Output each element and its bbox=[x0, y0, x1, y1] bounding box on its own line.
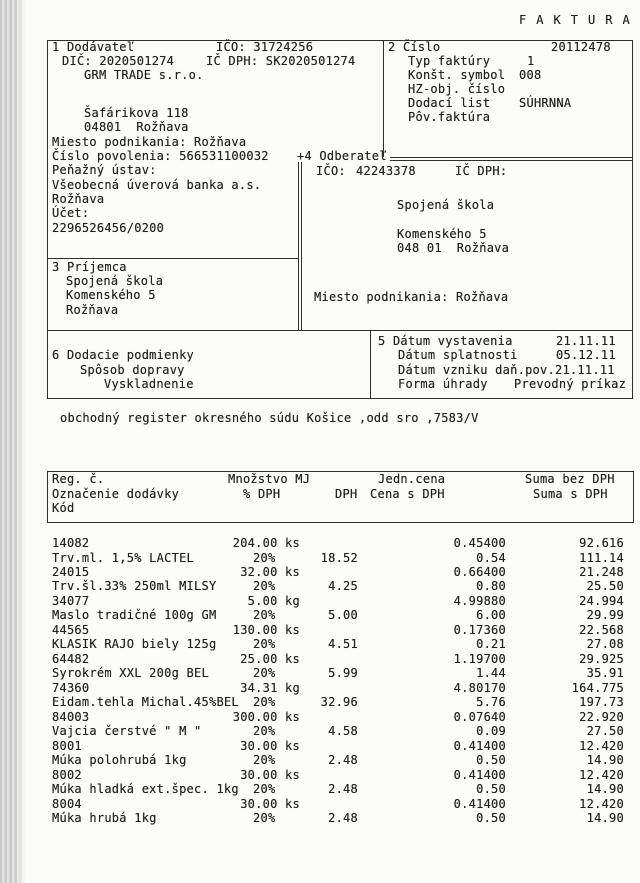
item-description: Vajcia čerstvé " M " bbox=[52, 724, 202, 739]
header-vat: DPH bbox=[335, 487, 358, 501]
item-total-incl-vat: 25.50 bbox=[586, 579, 624, 594]
invoice-type-label: Typ faktúry bbox=[408, 54, 491, 68]
invoice-heading: 2 Číslo bbox=[388, 40, 441, 54]
supplier-permit: Číslo povolenia: 566531100032 bbox=[52, 149, 269, 163]
item-vat-rate: 20% bbox=[253, 753, 276, 767]
item-total-incl-vat: 14.90 bbox=[586, 782, 624, 796]
item-total-excl-vat: 164.775 bbox=[571, 680, 624, 695]
customer-ico-label: IČO: bbox=[316, 164, 346, 178]
issue-date-label: 5 Dátum vystavenia bbox=[378, 334, 513, 348]
supplier-bank-label: Peňažný ústav: bbox=[52, 163, 157, 177]
supplier-invoice-divider bbox=[383, 40, 384, 157]
invoice-delivery-note-value: SÚHRNNA bbox=[519, 96, 572, 110]
item-reg-number: 8002 bbox=[52, 767, 82, 782]
item-vat-amount: 2.48 bbox=[328, 782, 358, 796]
item-unit-price: 0.41400 bbox=[453, 796, 506, 811]
item-vat-amount: 2.48 bbox=[328, 753, 358, 767]
item-vat-amount: 32.96 bbox=[320, 695, 358, 710]
tax-point-date: Dátum vzniku daň.pov.21.11.11 bbox=[398, 363, 615, 377]
customer-box-top-line-2 bbox=[390, 160, 633, 161]
item-price-incl-vat: 1.44 bbox=[476, 666, 506, 681]
header-unit-price: Jedn.cena bbox=[378, 472, 446, 486]
item-description: Maslo tradičné 100g GM bbox=[52, 608, 217, 623]
middle-divider bbox=[47, 330, 633, 331]
header-total-incl: Suma s DPH bbox=[533, 487, 608, 501]
item-reg-number: 8001 bbox=[52, 738, 82, 753]
due-date-value: 05.12.11 bbox=[556, 348, 616, 362]
item-total-incl-vat: 14.90 bbox=[586, 753, 624, 767]
item-unit-price: 0.41400 bbox=[453, 767, 506, 782]
item-quantity: 300.00 ks bbox=[232, 709, 300, 724]
item-reg-number: 14082 bbox=[52, 536, 90, 550]
customer-heading: +4 Odberateľ bbox=[297, 149, 387, 163]
item-vat-amount: 2.48 bbox=[328, 810, 358, 825]
supplier-street: Šafárikova 118 bbox=[84, 106, 189, 120]
item-total-incl-vat: 35.91 bbox=[586, 666, 624, 681]
item-price-incl-vat: 0.50 bbox=[476, 810, 506, 825]
customer-box-left-line bbox=[298, 162, 299, 330]
supplier-bank-name: Všeobecná úverová banka a.s. bbox=[52, 178, 262, 192]
delivery-dispatch: Vyskladnenie bbox=[104, 377, 194, 391]
item-reg-number: 84003 bbox=[52, 709, 90, 724]
item-vat-rate: 20% bbox=[253, 637, 276, 652]
recipient-heading: 3 Príjemca bbox=[52, 260, 127, 274]
item-total-excl-vat: 21.248 bbox=[579, 564, 624, 579]
customer-street: Komenského 5 bbox=[397, 227, 487, 241]
item-total-excl-vat: 29.925 bbox=[579, 651, 624, 666]
supplier-bank-city: Rožňava bbox=[52, 192, 105, 206]
item-price-incl-vat: 5.76 bbox=[476, 695, 506, 710]
item-total-incl-vat: 27.08 bbox=[586, 637, 624, 652]
invoice-symbol-label: Konšt. symbol bbox=[408, 68, 506, 82]
customer-ico: 42243378 bbox=[356, 164, 416, 178]
item-unit-price: 0.07640 bbox=[453, 709, 506, 724]
invoice-number: 20112478 bbox=[551, 40, 611, 54]
item-vat-rate: 20% bbox=[253, 550, 276, 565]
item-unit-price: 4.99880 bbox=[453, 593, 506, 608]
supplier-ic-dph: IČ DPH: SK2020501274 bbox=[206, 54, 356, 68]
item-price-incl-vat: 0.50 bbox=[476, 782, 506, 796]
item-total-incl-vat: 29.99 bbox=[586, 608, 624, 623]
item-vat-amount: 4.58 bbox=[328, 724, 358, 739]
supplier-name: GRM TRADE s.r.o. bbox=[84, 68, 204, 82]
item-vat-rate: 20% bbox=[253, 782, 276, 796]
item-price-incl-vat: 0.54 bbox=[476, 550, 506, 565]
item-quantity: 5.00 kg bbox=[247, 593, 300, 608]
item-total-incl-vat: 27.50 bbox=[586, 724, 624, 739]
invoice-original-label: Pôv.faktúra bbox=[408, 110, 491, 124]
item-unit-price: 4.80170 bbox=[453, 680, 506, 695]
item-quantity: 30.00 ks bbox=[240, 738, 300, 753]
customer-name: Spojená škola bbox=[397, 198, 495, 212]
item-vat-rate: 20% bbox=[253, 810, 276, 825]
customer-place-of-business: Miesto podnikania: Rožňava bbox=[314, 290, 509, 304]
item-vat-amount: 4.25 bbox=[328, 579, 358, 594]
item-vat-rate: 20% bbox=[253, 724, 276, 739]
document-title: F A K T U R A bbox=[519, 13, 632, 27]
item-reg-number: 8004 bbox=[52, 796, 82, 811]
item-description: Eidam.tehla Michal.45%BEL bbox=[52, 695, 239, 710]
item-total-incl-vat: 14.90 bbox=[586, 810, 624, 825]
item-vat-rate: 20% bbox=[253, 695, 276, 710]
item-reg-number: 44565 bbox=[52, 622, 90, 637]
delivery-heading: 6 Dodacie podmienky bbox=[52, 348, 195, 362]
item-unit-price: 1.19700 bbox=[453, 651, 506, 666]
item-description: Múka hrubá 1kg bbox=[52, 810, 157, 825]
header-code: Kód bbox=[52, 501, 75, 515]
scan-edge-shading bbox=[0, 0, 26, 883]
customer-box-top-line bbox=[390, 157, 633, 158]
recipient-name: Spojená škola bbox=[66, 274, 164, 288]
frame-right-line bbox=[632, 40, 633, 399]
register-note: obchodný register okresného súdu Košice ,odd sro ,7583/V bbox=[60, 411, 479, 425]
frame-bottom-line bbox=[47, 398, 633, 399]
item-quantity: 204.00 ks bbox=[232, 536, 300, 550]
item-total-excl-vat: 12.420 bbox=[579, 796, 624, 811]
customer-city: 048 01 Rožňava bbox=[397, 241, 510, 255]
item-description: Múka polohrubá 1kg bbox=[52, 753, 187, 767]
item-vat-amount: 18.52 bbox=[320, 550, 358, 565]
invoice-symbol-value: 008 bbox=[519, 68, 542, 82]
item-description: Trv.šl.33% 250ml MILSY bbox=[52, 579, 217, 594]
item-vat-amount: 4.51 bbox=[328, 637, 358, 652]
item-reg-number: 24015 bbox=[52, 564, 90, 579]
header-vat-pct: % DPH bbox=[243, 487, 281, 501]
header-price-incl: Cena s DPH bbox=[370, 487, 445, 501]
item-unit-price: 0.45400 bbox=[453, 536, 506, 550]
item-price-incl-vat: 6.00 bbox=[476, 608, 506, 623]
item-price-incl-vat: 0.09 bbox=[476, 724, 506, 739]
item-unit-price: 0.66400 bbox=[453, 564, 506, 579]
header-qty-unit: Množstvo MJ bbox=[228, 472, 311, 486]
item-total-excl-vat: 24.994 bbox=[579, 593, 624, 608]
item-vat-rate: 20% bbox=[253, 608, 276, 623]
item-price-incl-vat: 0.50 bbox=[476, 753, 506, 767]
item-vat-rate: 20% bbox=[253, 579, 276, 594]
item-vat-rate: 20% bbox=[253, 666, 276, 681]
item-reg-number: 64482 bbox=[52, 651, 90, 666]
item-quantity: 34.31 kg bbox=[240, 680, 300, 695]
frame-left-line bbox=[47, 40, 48, 399]
header-total-excl: Suma bez DPH bbox=[525, 472, 615, 486]
item-total-excl-vat: 22.920 bbox=[579, 709, 624, 724]
item-quantity: 30.00 ks bbox=[240, 796, 300, 811]
supplier-dic: DIČ: 2020501274 bbox=[62, 54, 175, 68]
supplier-city: 04801 Rožňava bbox=[84, 120, 189, 134]
item-total-incl-vat: 111.14 bbox=[579, 550, 624, 565]
delivery-transport: Spôsob dopravy bbox=[80, 363, 185, 377]
payment-method-value: Prevodný príkaz bbox=[514, 377, 627, 391]
header-description: Označenie dodávky bbox=[52, 487, 180, 501]
frame-top-line bbox=[47, 40, 633, 41]
customer-box-left-line-2 bbox=[301, 162, 302, 330]
supplier-account: 2296526456/0200 bbox=[52, 221, 165, 235]
item-vat-amount: 5.99 bbox=[328, 666, 358, 681]
item-total-excl-vat: 92.616 bbox=[579, 536, 624, 550]
item-reg-number: 74360 bbox=[52, 680, 90, 695]
item-reg-number: 34077 bbox=[52, 593, 90, 608]
item-quantity: 25.00 ks bbox=[240, 651, 300, 666]
invoice-order-label: HZ-obj. číslo bbox=[408, 82, 506, 96]
invoice-delivery-note-label: Dodací list bbox=[408, 96, 491, 110]
header-reg: Reg. č. bbox=[52, 472, 105, 486]
supplier-place-of-business: Miesto podnikania: Rožňava bbox=[52, 135, 247, 149]
item-description: Trv.ml. 1,5% LACTEL bbox=[52, 550, 195, 565]
invoice-type-value: 1 bbox=[527, 54, 535, 68]
item-description: KLASIK RAJO biely 125g bbox=[52, 637, 217, 652]
payment-method-label: Forma úhrady bbox=[398, 377, 488, 391]
item-total-excl-vat: 22.568 bbox=[579, 622, 624, 637]
item-total-excl-vat: 12.420 bbox=[579, 767, 624, 782]
item-unit-price: 0.17360 bbox=[453, 622, 506, 637]
item-total-excl-vat: 12.420 bbox=[579, 738, 624, 753]
item-total-incl-vat: 197.73 bbox=[579, 695, 624, 710]
item-description: Syrokrém XXL 200g BEL bbox=[52, 666, 209, 681]
item-quantity: 32.00 ks bbox=[240, 564, 300, 579]
item-quantity: 130.00 ks bbox=[232, 622, 300, 637]
item-unit-price: 0.41400 bbox=[453, 738, 506, 753]
item-description: Múka hladká ext.špec. 1kg bbox=[52, 782, 239, 796]
issue-date-value: 21.11.11 bbox=[556, 334, 616, 348]
supplier-account-label: Účet: bbox=[52, 206, 90, 220]
recipient-street: Komenského 5 bbox=[66, 288, 156, 302]
item-price-incl-vat: 0.80 bbox=[476, 579, 506, 594]
recipient-city: Rožňava bbox=[66, 303, 119, 317]
supplier-heading: 1 Dodávateľ bbox=[52, 40, 135, 54]
supplier-recipient-divider bbox=[47, 258, 298, 259]
item-quantity: 30.00 ks bbox=[240, 767, 300, 782]
item-vat-amount: 5.00 bbox=[328, 608, 358, 623]
due-date-label: Dátum splatnosti bbox=[398, 348, 518, 362]
dates-box-left-line bbox=[370, 330, 371, 398]
supplier-ico: IČO: 31724256 bbox=[216, 40, 314, 54]
customer-ic-dph-label: IČ DPH: bbox=[455, 164, 508, 178]
item-price-incl-vat: 0.21 bbox=[476, 637, 506, 652]
